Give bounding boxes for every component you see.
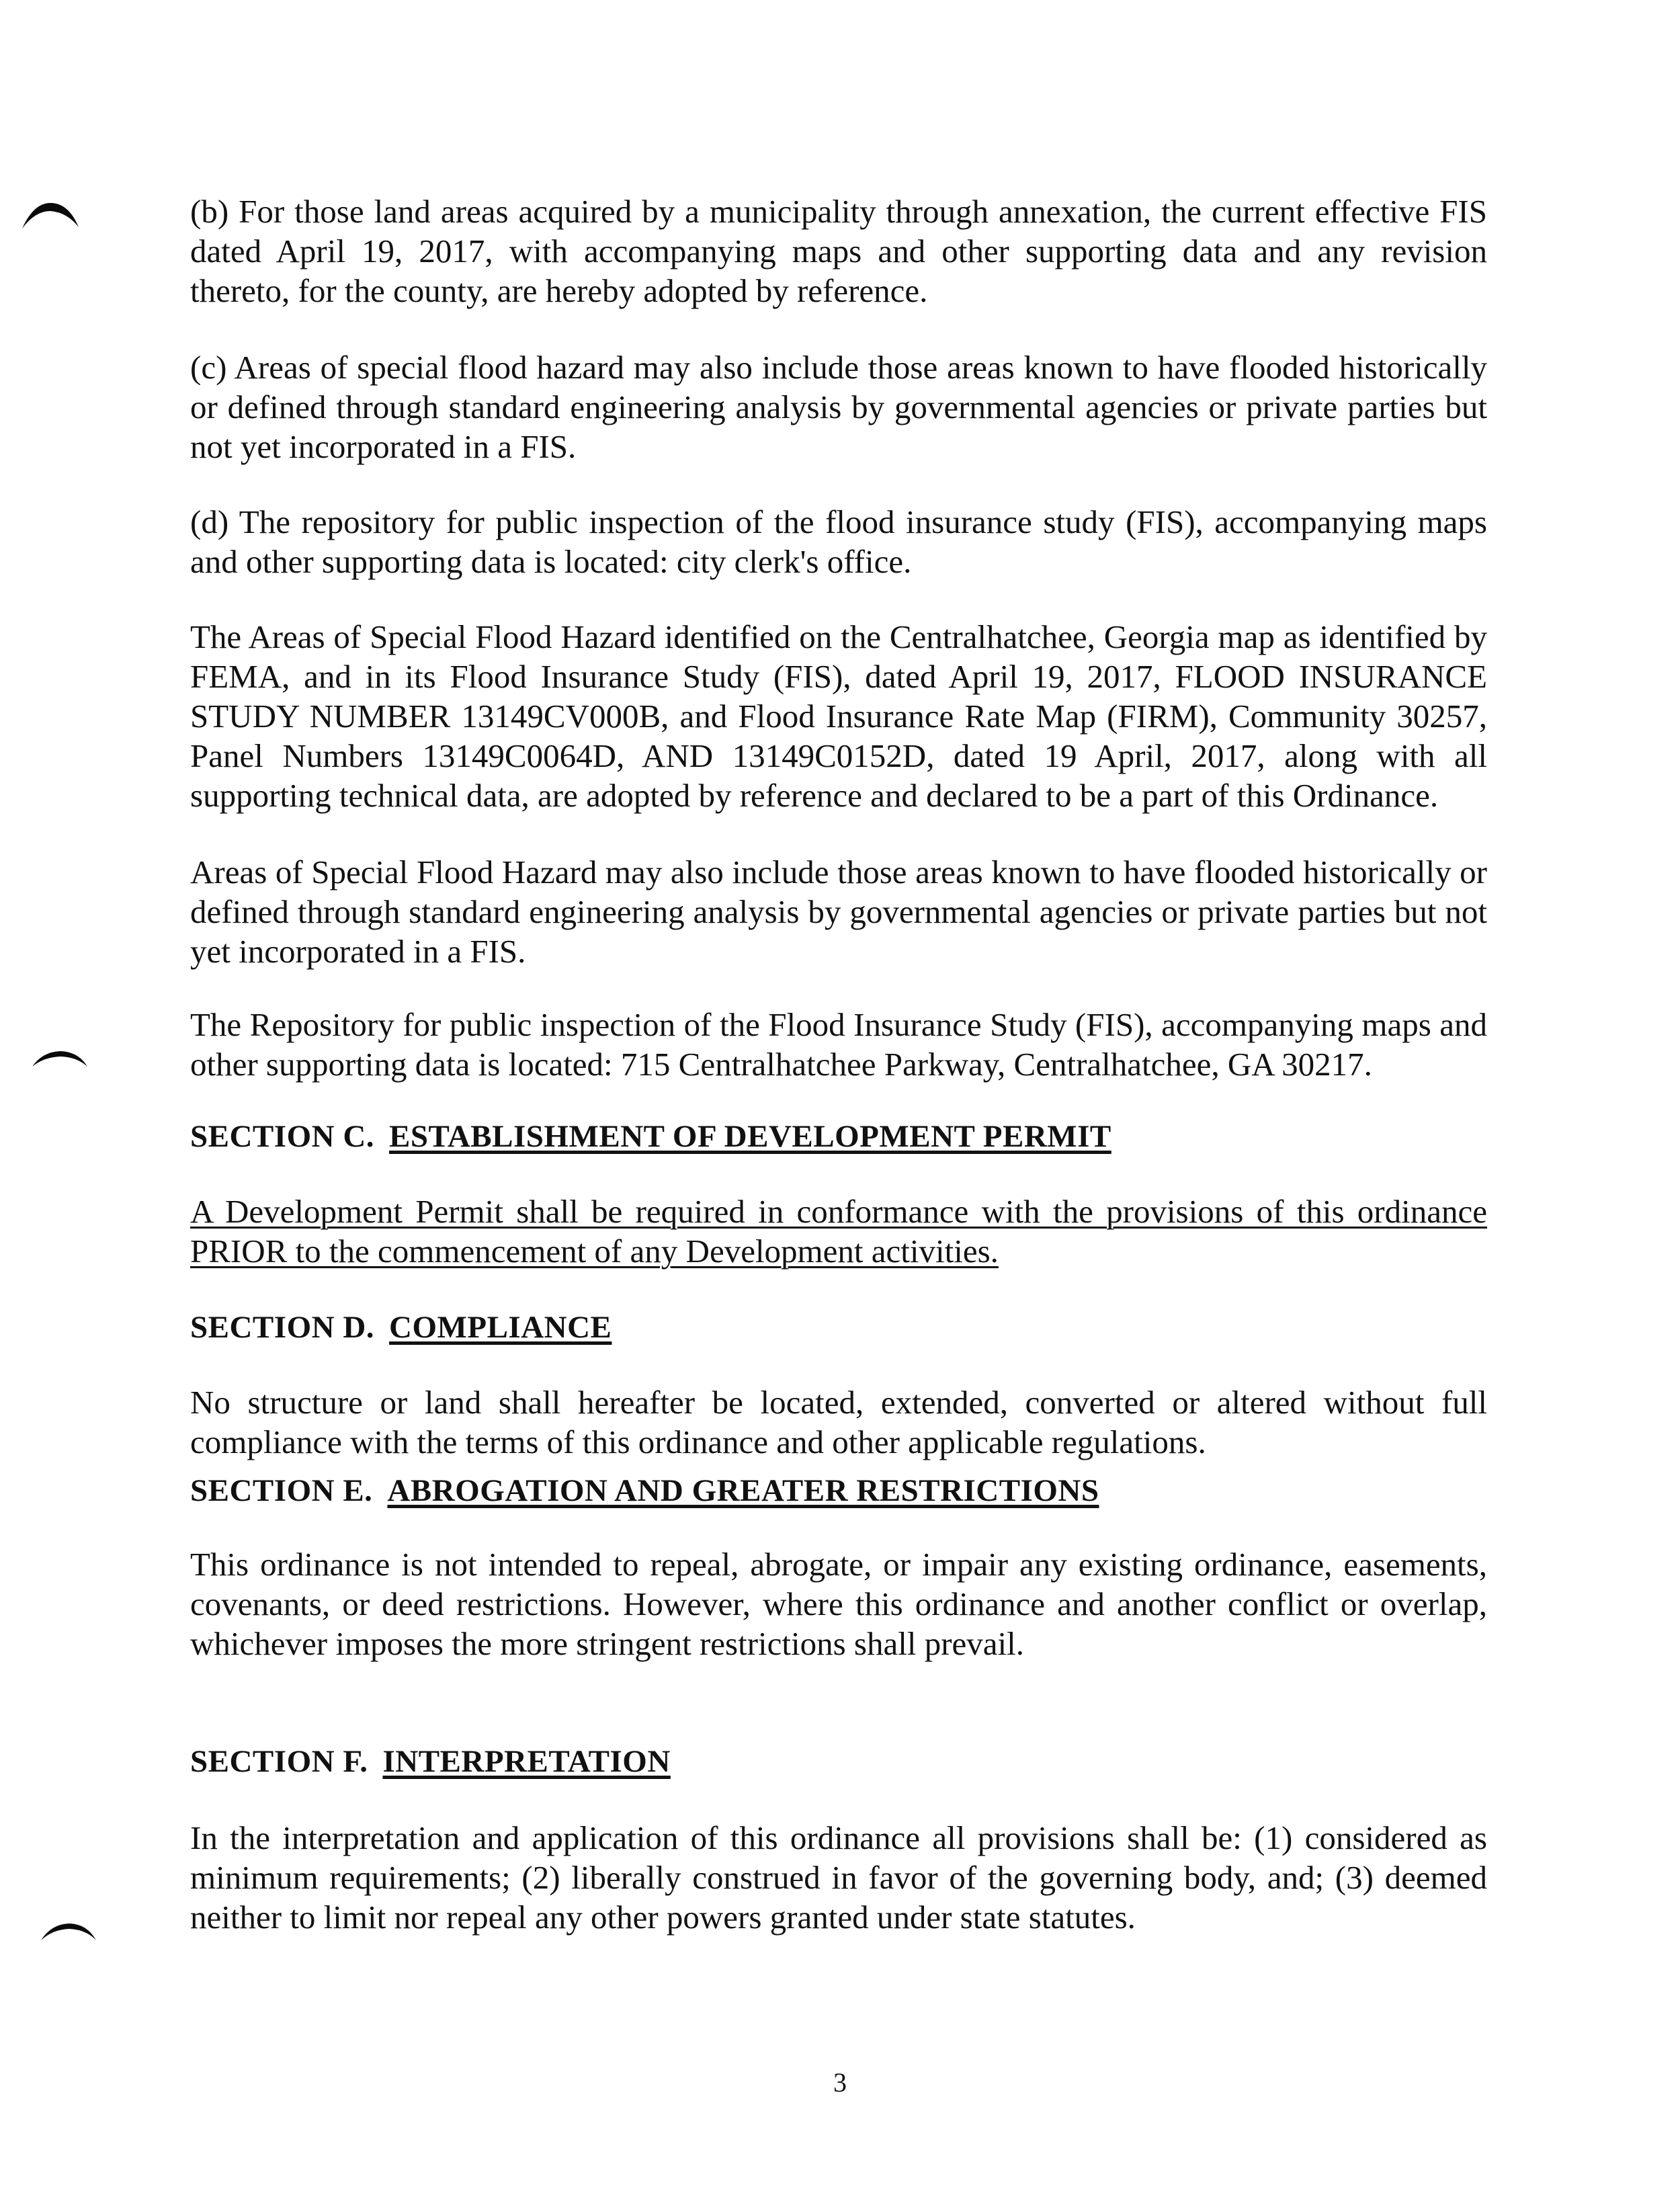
section-e-body: This ordinance is not intended to repeal, abrogate, or impair any existing ordinance, easements, covenants, or deed restrictions. However, where this ordinance and another conflict or overlap, whichever imposes the more stringent restrictions shall prevail.	[190, 1546, 1487, 1662]
paragraph-areas-identified: The Areas of Special Flood Hazard identified on the Centralhatchee, Georgia map as identified by FEMA, and in its Flood Insurance Study (FIS), dated April 19, 2017, FLOOD INSURANCE STUDY NUMBER 13149CV000B, and Flood Insurance Rate Map (FIRM), Community 30257, Panel Numbers 13149C0064D, AND 13149C0152D, dated 19 April, 2017, along with all supporting technical data, are adopted by reference and declared to be a part of this Ordinance.	[190, 618, 1487, 814]
section-f-number: SECTION F.	[190, 1744, 368, 1779]
paragraph-c: (c) Areas of special flood hazard may also include those areas known to have flooded historically or defined through standard engineering analysis by governmental agencies or private parties but not yet incorporated in a FIS.	[190, 349, 1487, 465]
binder-hole-mark-middle	[30, 1045, 85, 1072]
section-d-heading	[190, 1309, 612, 1346]
page-number: 3	[833, 2067, 847, 2098]
binder-hole-mark-top	[20, 199, 75, 226]
paragraph-areas-historic: Areas of Special Flood Hazard may also include those areas known to have flooded historically or defined through standard engineering analysis by governmental agencies or private parties but not yet incorporated in a FIS.	[190, 854, 1487, 970]
section-f-title: INTERPRETATION	[382, 1744, 671, 1779]
section-f-body: In the interpretation and application of this ordinance all provisions shall be: (1) considered as minimum requirements; (2) liberally construed in favor of the governing body, and; (3) deemed neither to limit nor repeal any other powers granted under state statutes.	[190, 1819, 1487, 1936]
section-c-body: A Development Permit shall be required in conformance with the provisions of this ordinance PRIOR to the commencement of any Development activities.	[190, 1193, 1487, 1270]
section-d-number: SECTION D.	[190, 1310, 375, 1345]
paragraph-b: (b) For those land areas acquired by a municipality through annexation, the current effective FIS dated April 19, 2017, with accompanying maps and other supporting data and any revision thereto, for the county, are hereby adopted by reference.	[190, 193, 1487, 309]
section-d-title: COMPLIANCE	[389, 1310, 612, 1345]
section-e-heading	[190, 1472, 1099, 1509]
paragraph-d: (d) The repository for public inspection of the flood insurance study (FIS), accompanying maps and other supporting data is located: city clerk's office.	[190, 503, 1487, 580]
binder-hole-mark-bottom	[39, 1919, 94, 1946]
paragraph-repository: The Repository for public inspection of the Flood Insurance Study (FIS), accompanying maps and other supporting data is located: 715 Centralhatchee Parkway, Centralhatchee, GA 30217.	[190, 1006, 1487, 1083]
section-e-title: ABROGATION AND GREATER RESTRICTIONS	[387, 1473, 1099, 1508]
section-e-number: SECTION E.	[190, 1473, 373, 1508]
section-c-title: ESTABLISHMENT OF DEVELOPMENT PERMIT	[389, 1119, 1111, 1154]
section-c-number: SECTION C.	[190, 1119, 375, 1154]
section-f-heading	[190, 1743, 671, 1780]
section-d-body: No structure or land shall hereafter be located, extended, converted or altered without full compliance with the terms of this ordinance and other applicable regulations.	[190, 1384, 1487, 1460]
section-c-heading	[190, 1118, 1111, 1155]
